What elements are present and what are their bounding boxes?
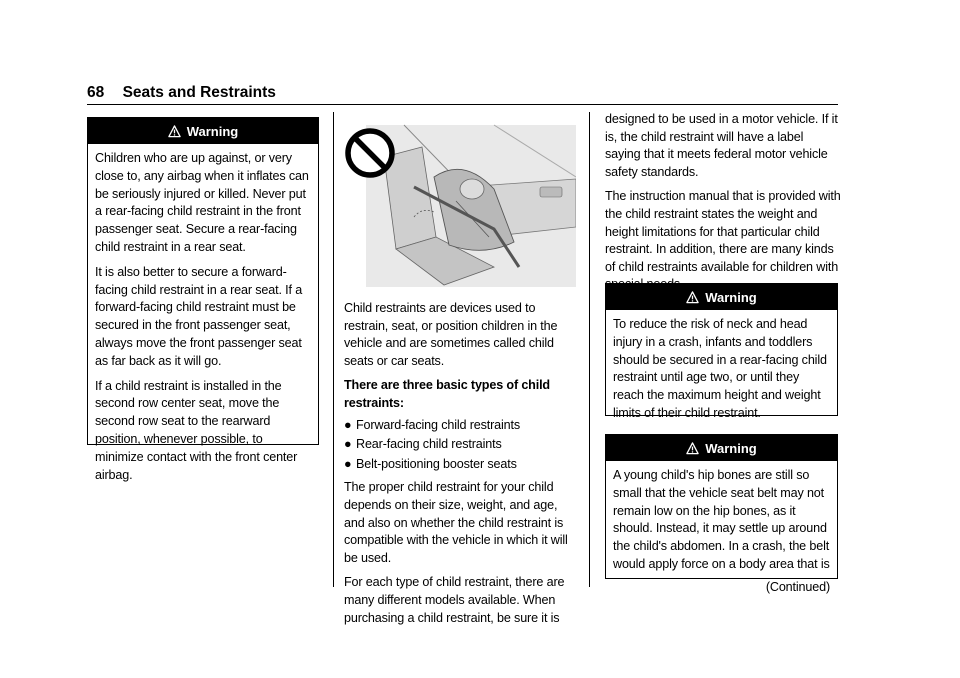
middle-column xyxy=(344,300,580,634)
warning-body xyxy=(606,461,837,603)
list-item: ● Forward-facing child restraints xyxy=(344,417,580,435)
page-header xyxy=(87,84,276,102)
warning-box-airbag xyxy=(87,117,319,482)
warning-header xyxy=(606,284,837,310)
bullet-icon: ● xyxy=(344,417,352,432)
body-paragraph: For each type of child restraint, there are many different models available. When purchasing a child restraint, be sure it is xyxy=(344,575,565,625)
types-list xyxy=(344,417,580,474)
warning-box-rear-facing xyxy=(605,283,838,420)
header-rule xyxy=(87,104,838,105)
types-heading: There are three basic types of child restraints: xyxy=(344,378,550,410)
column-divider-left xyxy=(333,112,334,587)
warning-body xyxy=(88,144,318,490)
bullet-icon: ● xyxy=(344,437,352,452)
warning-body xyxy=(606,310,837,429)
warning-title: Warning xyxy=(705,289,757,305)
body-paragraph: The proper child restraint for your child depends on their size, weight, and age, and also on whether the child restraint is compatible with the vehicle in which it will be used. xyxy=(344,480,568,565)
list-item: ● Belt-positioning booster seats xyxy=(344,456,580,474)
warning-box-hip-bones xyxy=(605,434,838,594)
continued-label: (Continued) xyxy=(765,579,830,594)
warning-paragraph: To reduce the risk of neck and head injury in a crash, infants and toddlers should be secured in a rear-facing child restraint until age two, or until they reach the maximum height and weight limits of their child restraint. xyxy=(613,317,827,420)
bullet-icon: ● xyxy=(344,456,352,471)
prohibition-icon xyxy=(348,131,392,175)
warning-paragraph: If a child restraint is installed in the second row center seat, move the second row seat to the rearward position, whenever possible, to minimize contact with the front center airbag. xyxy=(95,378,298,482)
warning-triangle-icon xyxy=(168,125,181,138)
body-paragraph: The instruction manual that is provided with the child restraint states the weight and height limitations for that particular child restraint. In addition, there are many kinds of child restraints available for children with xyxy=(605,189,841,274)
warning-title: Warning xyxy=(186,123,239,139)
warning-header xyxy=(606,435,837,461)
page-number: 68 xyxy=(87,84,105,101)
column-divider-right xyxy=(589,112,590,587)
list-item: ● Rear-facing child restraints xyxy=(344,436,580,454)
warning-title: Warning xyxy=(705,440,757,456)
warning-triangle-icon xyxy=(686,442,699,455)
intro-paragraph: Child restraints are devices used to restrain, seat, or position children in the vehicle and are sometimes called child seats or car seats. xyxy=(344,301,558,368)
warning-paragraph: A young child's hip bones are still so small that the vehicle seat belt may not remain low on the hip bones, as it should. Instead, it may settle up around the child's abdomen. In a crash, the belt would apply force on a body area that is xyxy=(613,468,830,571)
right-column xyxy=(605,111,841,301)
warning-paragraph: It is also better to secure a forward-facing child restraint in a rear seat. If a forward-facing child restraint must be secured in the front passenger seat, always move the front passenger seat as far back as it will go. xyxy=(95,264,303,368)
section-title: Seats and Restraints xyxy=(122,84,276,101)
warning-paragraph: Children who are up against, or very close to, any airbag when it inflates can be seriously injured or killed. Never put a rear-facing child restraint in the front passenger seat. Secure a rear-facing child restraint in a rear seat. xyxy=(95,151,309,254)
warning-header xyxy=(88,118,318,144)
body-paragraph: designed to be used in a motor vehicle. If it is, the child restraint will have a label saying that it meets federal motor vehicle safety standards. xyxy=(605,112,838,179)
warning-triangle-icon xyxy=(686,291,699,304)
rear-facing-seat-prohibited-illustration xyxy=(344,117,576,287)
